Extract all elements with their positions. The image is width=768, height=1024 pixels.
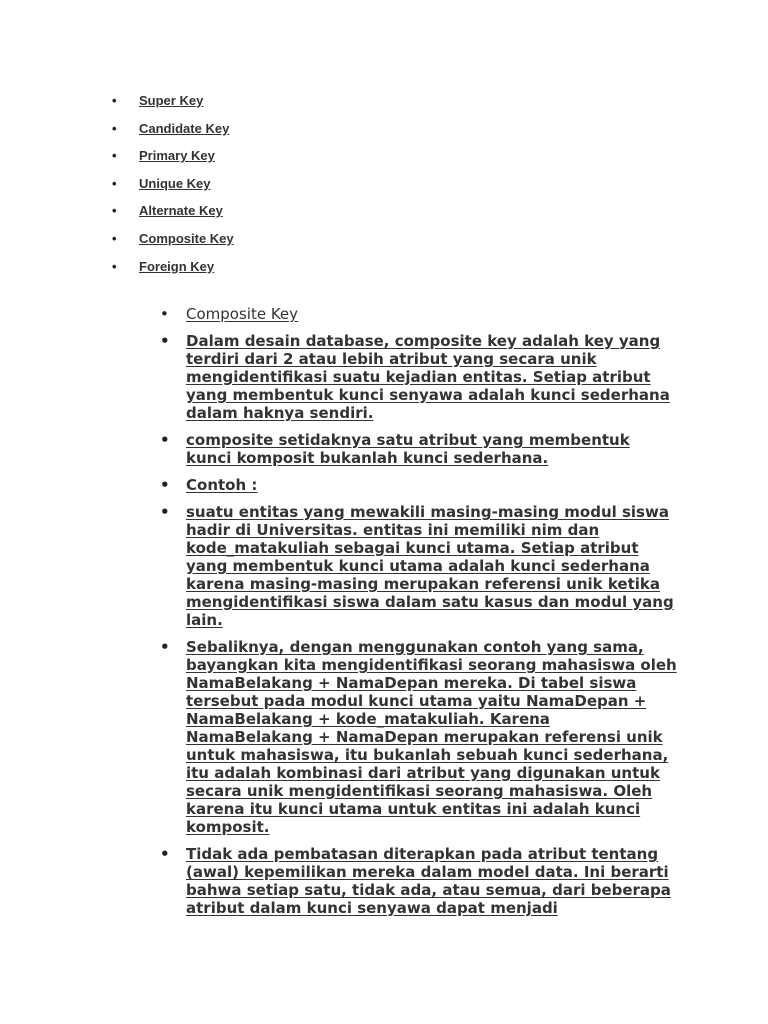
- section-heading-text: Composite Key: [186, 305, 299, 323]
- list-item-foreign-key: [112, 258, 234, 286]
- paragraph-definition: [160, 332, 680, 422]
- bullet-icon: •: [160, 476, 170, 494]
- paragraph-restrictions: [160, 845, 680, 917]
- bullet-icon: •: [112, 175, 117, 191]
- bullet-icon: •: [112, 203, 117, 219]
- bullet-icon: •: [112, 258, 117, 274]
- bullet-icon: •: [160, 503, 170, 521]
- list-item-unique-key: [112, 175, 234, 203]
- link-composite-key[interactable]: Composite Key: [139, 230, 234, 246]
- link-primary-key[interactable]: Primary Key: [139, 148, 215, 164]
- bullet-icon: •: [160, 332, 170, 350]
- example-heading-text: Contoh :: [186, 476, 258, 494]
- key-types-list: [112, 92, 234, 285]
- paragraph-note: [160, 431, 680, 467]
- bullet-icon: •: [160, 638, 170, 656]
- bullet-icon: •: [160, 305, 169, 323]
- paragraph-example-2: [160, 638, 680, 836]
- bullet-icon: •: [160, 845, 170, 863]
- composite-key-section: [160, 305, 680, 926]
- link-alternate-key[interactable]: Alternate Key: [139, 203, 223, 219]
- link-foreign-key[interactable]: Foreign Key: [139, 258, 215, 274]
- bullet-icon: •: [112, 230, 117, 246]
- list-item-composite-key: [112, 230, 234, 258]
- bullet-icon: •: [160, 431, 170, 449]
- bullet-icon: •: [112, 93, 117, 108]
- paragraph-text: Dalam desain database, composite key adalah key yang terdiri dari 2 atau lebih atribut yang secara unik mengidentifikasi suatu kejadian entitas. Setiap atribut yang membentuk kunci senyawa adalah kunci sederhana dalam haknya sendiri.: [186, 332, 670, 422]
- section-heading: [160, 305, 680, 323]
- list-item-alternate-key: [112, 202, 234, 230]
- bullet-icon: •: [112, 120, 117, 136]
- paragraph-example-1: [160, 503, 680, 629]
- example-heading: [160, 476, 680, 494]
- paragraph-text: composite setidaknya satu atribut yang membentuk kunci komposit bukanlah kunci sederhana.: [186, 431, 630, 467]
- paragraph-text: suatu entitas yang mewakili masing-masing modul siswa hadir di Universitas. entitas ini memiliki nim dan kode_matakuliah sebagai kunci utama. Setiap atribut yang membentuk kunci utama adalah kunci sederhana karena masing-masing merupakan referensi unik ketika mengidentifikasi siswa dalam satu kasus dan modul yang lain.: [186, 503, 674, 629]
- list-item-candidate-key: [112, 120, 234, 148]
- list-item-super-key: [112, 92, 234, 120]
- bullet-icon: •: [112, 148, 117, 164]
- link-unique-key[interactable]: Unique Key: [139, 175, 211, 191]
- link-candidate-key[interactable]: Candidate Key: [139, 120, 230, 136]
- paragraph-text: Sebaliknya, dengan menggunakan contoh yang sama, bayangkan kita mengidentifikasi seorang mahasiswa oleh NamaBelakang + NamaDepan mereka. Di tabel siswa tersebut pada modul kunci utama yaitu NamaDepan + NamaBelakang + kode_matakuliah. Karena NamaBelakang + NamaDepan merupakan referensi unik untuk mahasiswa, itu bukanlah sebuah kunci sederhana, itu adalah kombinasi dari atribut yang digunakan untuk secara unik mengidentifikasi seorang mahasiswa. Oleh karena itu kunci utama untuk entitas ini adalah kunci komposit.: [186, 638, 677, 836]
- paragraph-text: Tidak ada pembatasan diterapkan pada atribut tentang (awal) kepemilikan mereka dalam model data. Ini berarti bahwa setiap satu, tidak ada, atau semua, dari beberapa atribut dalam kunci senyawa dapat menjadi: [186, 845, 671, 917]
- list-item-primary-key: [112, 147, 234, 175]
- link-super-key[interactable]: Super Key: [139, 93, 204, 108]
